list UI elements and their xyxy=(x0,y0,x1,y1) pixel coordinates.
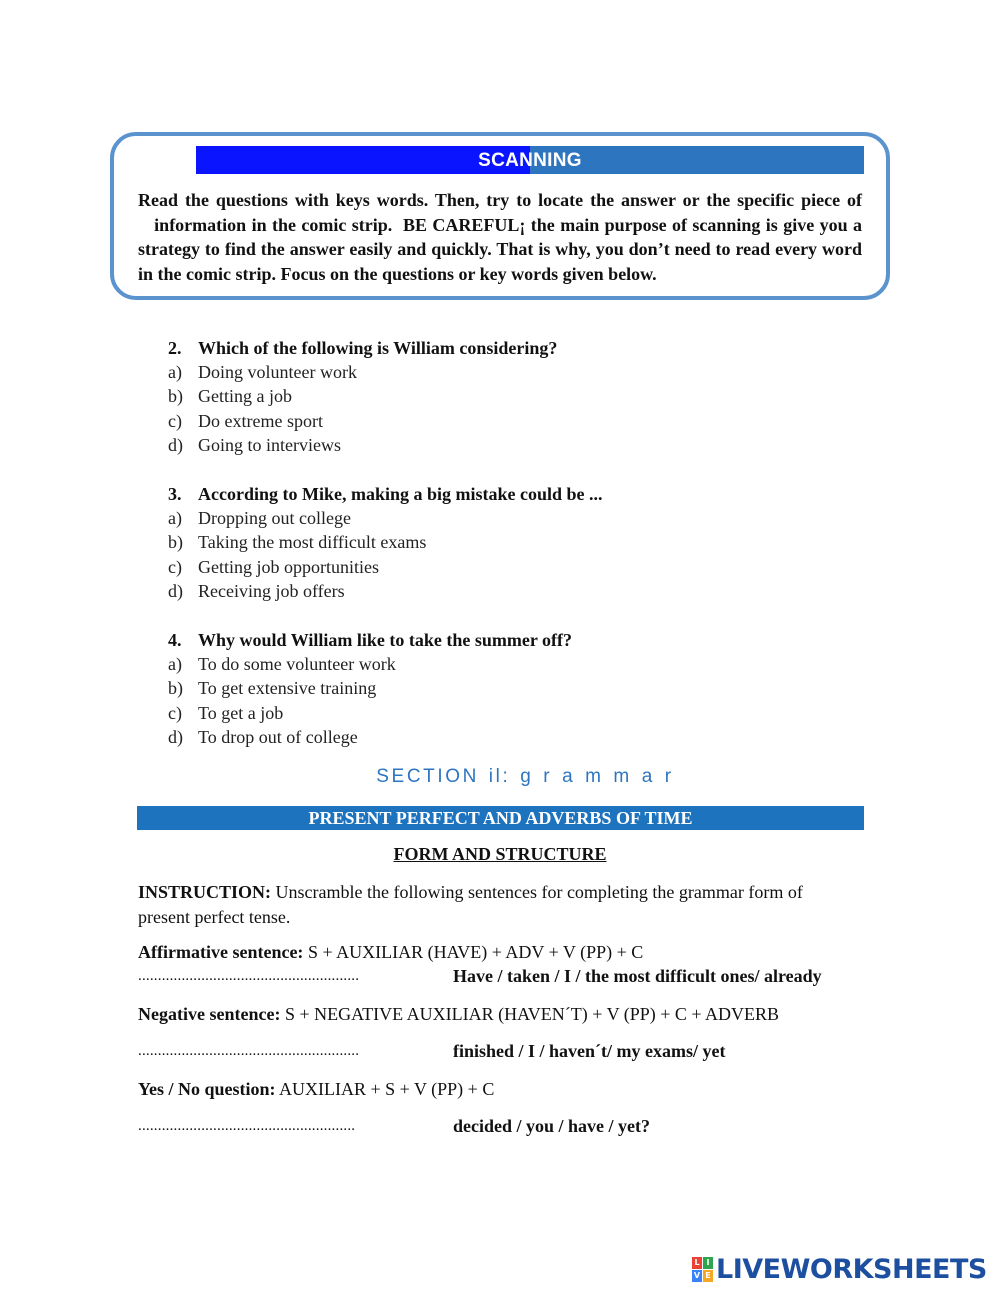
option-text: Do extreme sport xyxy=(198,410,323,431)
option-letter: d) xyxy=(168,581,183,602)
option-text: Going to interviews xyxy=(198,435,341,456)
instruction-label: INSTRUCTION: xyxy=(138,882,272,902)
question-3 xyxy=(168,482,868,604)
option-c[interactable] xyxy=(168,701,868,725)
option-text: Getting a job xyxy=(198,386,292,407)
option-b[interactable] xyxy=(168,530,868,554)
question-text: Why would William like to take the summer off? xyxy=(198,630,573,650)
scanning-header-bar xyxy=(196,146,864,174)
option-letter: b) xyxy=(168,678,183,699)
rule-formula: S + AUXILIAR (HAVE) + ADV + V (PP) + C xyxy=(303,942,644,962)
option-d[interactable] xyxy=(168,579,868,603)
affirmative-answer-blank[interactable]: ........................................................ xyxy=(138,968,360,984)
option-a[interactable] xyxy=(168,652,868,676)
option-letter: c) xyxy=(168,702,182,723)
logo-mark-letter: E xyxy=(703,1270,713,1282)
question-title xyxy=(168,628,868,652)
option-text: Taking the most difficult exams xyxy=(198,532,427,553)
rule-label: Negative sentence: xyxy=(138,1004,281,1024)
liveworksheets-logo xyxy=(692,1254,987,1284)
question-rule xyxy=(138,1079,878,1100)
logo-text: LIVEWORKSHEETS xyxy=(716,1253,987,1285)
scanning-instructions: Read the questions with keys words. Then, try to locate the answer or the specific piece of information in the comic strip. BE CAREFUL¡ the main purpose of scanning is give you a strategy to find the answer easily and quickly. That is why, you don’t need to read every word in the comic strip. Focus on the questions or key words given below. xyxy=(138,190,862,284)
rule-formula: S + NEGATIVE AUXILIAR (HAVEN´T) + V (PP) + C + ADVERB xyxy=(280,1004,780,1024)
option-letter: b) xyxy=(168,386,183,407)
question-text: Which of the following is William considering? xyxy=(198,338,558,358)
affirmative-scramble: Have / taken / I / the most difficult ones/ already xyxy=(453,966,822,986)
affirmative-rule xyxy=(138,942,878,963)
question-title xyxy=(168,336,868,360)
option-text: To get extensive training xyxy=(198,678,377,699)
negative-answer-blank[interactable]: ........................................................ xyxy=(138,1043,360,1059)
question-4 xyxy=(168,628,868,750)
option-d[interactable] xyxy=(168,725,868,749)
option-text: Doing volunteer work xyxy=(198,362,357,382)
option-text: Dropping out college xyxy=(198,508,351,528)
option-c[interactable] xyxy=(168,555,868,579)
logo-mark-letter: V xyxy=(693,1270,701,1280)
question-answer-blank[interactable]: ....................................................... xyxy=(138,1118,356,1134)
option-c[interactable] xyxy=(168,409,868,433)
rule-label: Yes / No question: xyxy=(138,1079,276,1099)
option-letter: d) xyxy=(168,727,183,748)
logo-mark-letter: I xyxy=(703,1257,713,1269)
option-text: To get a job xyxy=(198,702,284,723)
option-text: Receiving job offers xyxy=(198,581,345,602)
option-text: To drop out of college xyxy=(198,727,358,748)
option-a[interactable] xyxy=(168,360,868,384)
question-title xyxy=(168,482,868,506)
question-text: According to Mike, making a big mistake could be ... xyxy=(198,484,603,504)
grammar-title-bar: PRESENT PERFECT AND ADVERBS OF TIME xyxy=(137,806,864,830)
section-heading: SECTION il: g r a m m a r xyxy=(376,766,674,787)
question-scramble: decided / you / have / yet? xyxy=(453,1116,650,1136)
option-a[interactable] xyxy=(168,506,868,530)
option-letter: c) xyxy=(168,556,182,577)
logo-mark-icon xyxy=(692,1257,713,1282)
option-text: Getting job opportunities xyxy=(198,556,379,577)
option-letter: c) xyxy=(168,410,182,431)
instruction-text: Unscramble the following sentences for completing the grammar form of present perfect tense. xyxy=(138,882,803,927)
option-letter: a) xyxy=(168,654,182,674)
option-letter: a) xyxy=(168,508,182,528)
rule-formula: AUXILIAR + S + V (PP) + C xyxy=(275,1079,495,1099)
question-number: 4. xyxy=(168,630,182,650)
option-d[interactable] xyxy=(168,433,868,457)
logo-mark-letter: L xyxy=(692,1257,702,1269)
form-structure-title: FORM AND STRUCTURE xyxy=(393,844,607,864)
question-number: 3. xyxy=(168,484,182,504)
instruction-paragraph xyxy=(138,880,858,930)
option-text: To do some volunteer work xyxy=(198,654,396,674)
scanning-title: SCANNING xyxy=(478,150,582,171)
option-letter: b) xyxy=(168,532,183,553)
question-2 xyxy=(168,336,868,458)
option-b[interactable] xyxy=(168,676,868,700)
rule-label: Affirmative sentence: xyxy=(138,942,304,962)
question-number: 2. xyxy=(168,338,182,358)
option-letter: a) xyxy=(168,362,182,382)
option-letter: d) xyxy=(168,435,183,456)
negative-scramble: finished / I / haven´t/ my exams/ yet xyxy=(453,1041,726,1061)
negative-rule xyxy=(138,1004,878,1025)
option-b[interactable] xyxy=(168,384,868,408)
